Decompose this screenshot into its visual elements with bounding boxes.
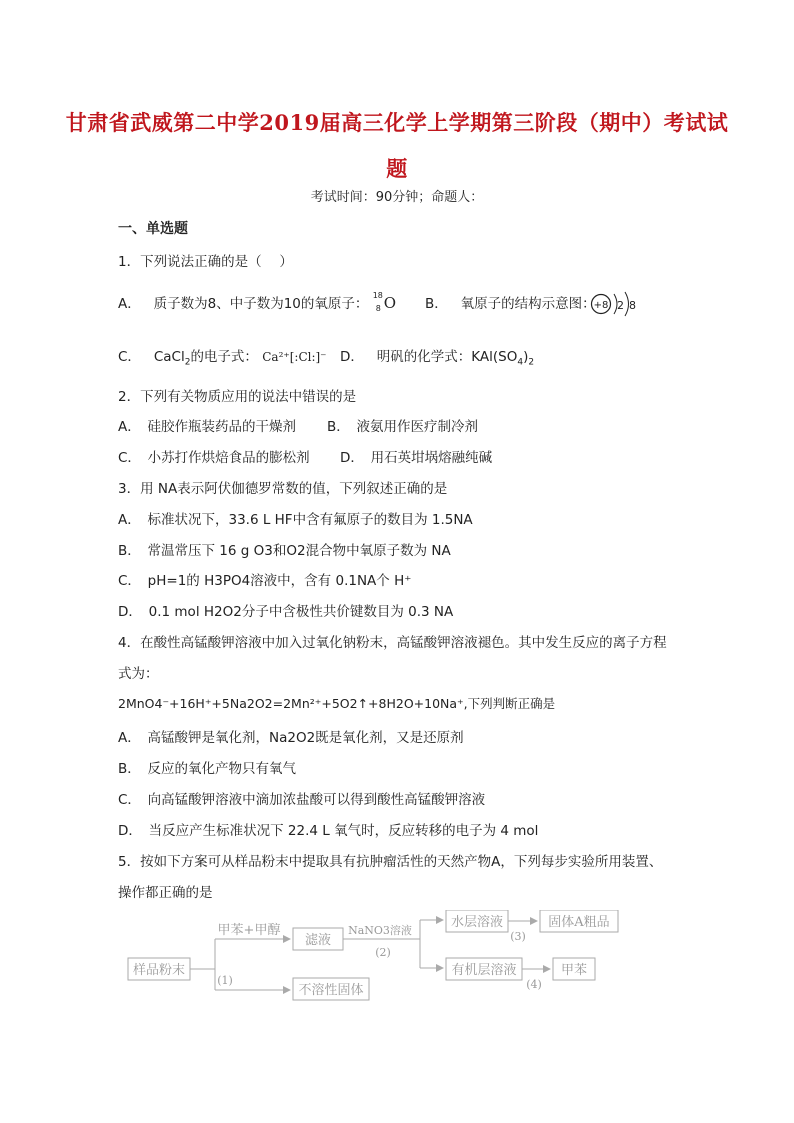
nuclide-atomic: 8 [375,304,381,313]
extraction-flow-diagram [125,910,685,1010]
crude-label: 固体A粗品 [548,915,610,930]
q4-option-b: B． 反应的氧化产物只有氧气 [118,761,297,777]
shell-arc-2 [625,292,629,316]
q1-option-a [118,292,399,315]
filtrate-label: 滤液 [304,933,332,948]
electron-formula: Ca²⁺[:Cl:]⁻ [262,350,327,364]
organic-label: 有机层溶液 [451,963,517,978]
q1-c-sub: 2 [184,357,191,368]
q1-d-end: ) [523,349,529,365]
sample-label: 样品粉末 [132,963,186,978]
q1-option-d [340,345,535,368]
step-3-label: (3) [510,930,526,943]
q1-c-text-pre: CaCl [153,349,185,365]
shell-2-count: 8 [629,299,636,312]
step-4-label: (4) [526,978,542,991]
q1-d-sub2: 2 [528,357,535,368]
q1-a-text: 质子数为8、中子数为10的氧原子： [153,296,369,312]
q3-option-a: A． 标准状况下，33.6 L HF中含有氟原子的数目为 1.5NA [118,512,473,528]
q3-option-b: B． 常温常压下 16 g O3和O2混合物中氧原子数为 NA [118,543,451,559]
shell-1-count: 2 [617,299,624,312]
q4-option-c: C． 向高锰酸钾溶液中滴加浓盐酸可以得到酸性高锰酸钾溶液 [118,792,486,808]
nuclide-element: O [383,294,397,312]
q4-option-d: D． 当反应产生标准状况下 22.4 L 氧气时，反应转移的电子为 4 mol [118,823,539,839]
nucleus-charge: +8 [593,300,609,311]
title-line-1: 甘肃省武威第二中学2019届高三化学上学期第三阶段（期中）考试试 [65,110,729,135]
q1-stem: 1．下列说法正确的是（ ） [118,254,293,270]
q1-c-text-post: 的电子式： [190,349,258,365]
q1-b-label: B． [425,296,448,312]
title-line-2: 题 [386,156,408,181]
q2-stem: 2．下列有关物质应用的说法中错误的是 [118,389,357,405]
q1-d-text: 明矾的化学式：KAl(SO [376,349,518,365]
toluene-label: 甲苯 [560,963,588,978]
q1-a-label: A． [118,296,141,312]
nuclide-symbol [373,293,399,315]
q3-option-d: D． 0.1 mol H2O2分子中含极性共价键数目为 0.3 NA [118,604,454,620]
nuclide-mass: 18 [372,291,383,300]
q3-stem: 3．用 NA表示阿伏伽德罗常数的值，下列叙述正确的是 [118,481,448,497]
q2-option-d: D． 用石英坩埚熔融纯碱 [340,450,493,466]
q1-c-label: C． [118,349,141,365]
q2-option-a: A． 硅胶作瓶装药品的干燥剂 [118,419,296,435]
step-2-label: (2) [375,946,391,959]
exam-title [60,100,734,192]
reagent-2: NaNO3溶液 [348,924,412,937]
oxygen-structure-diagram [590,288,640,320]
exam-subtitle: 考试时间：90分钟；命题人： [310,190,484,205]
aqueous-label: 水层溶液 [450,915,504,930]
q1-b-text: 氧原子的结构示意图： [460,296,596,312]
step-1-label: (1) [217,974,233,987]
q5-stem-line2: 操作都正确的是 [118,885,213,901]
q5-stem-line1: 5．按如下方案可从样品粉末中提取具有抗肿瘤活性的天然产物A，下列每步实验所用装置、 [118,854,663,870]
q1-option-c [118,345,327,368]
q4-equation: 2MnO4⁻+16H⁺+5Na2O2=2Mn²⁺+5O2↑+8H2O+10Na⁺,下列判断正确是 [118,696,556,711]
q3-option-c: C． pH=1的 H3PO4溶液中，含有 0.1NA个 H⁺ [118,573,412,589]
q4-stem-line1: 4．在酸性高锰酸钾溶液中加入过氧化钠粉末，高锰酸钾溶液褪色。其中发生反应的离子方程 [118,635,667,651]
q2-option-b: B． 液氨用作医疗制冷剂 [327,419,479,435]
q4-stem-line2: 式为： [118,666,159,682]
section-heading: 一、单选题 [118,221,188,237]
insoluble-label: 不溶性固体 [298,983,364,998]
q1-d-sub: 4 [517,357,524,368]
q2-option-c: C． 小苏打作烘焙食品的膨松剂 [118,450,310,466]
reagent-1: 甲苯+甲醇 [217,923,281,938]
q1-d-label: D． [340,349,364,365]
q4-option-a: A． 高锰酸钾是氧化剂，Na2O2既是氧化剂，又是还原剂 [118,730,464,746]
q1-option-b [425,292,596,312]
